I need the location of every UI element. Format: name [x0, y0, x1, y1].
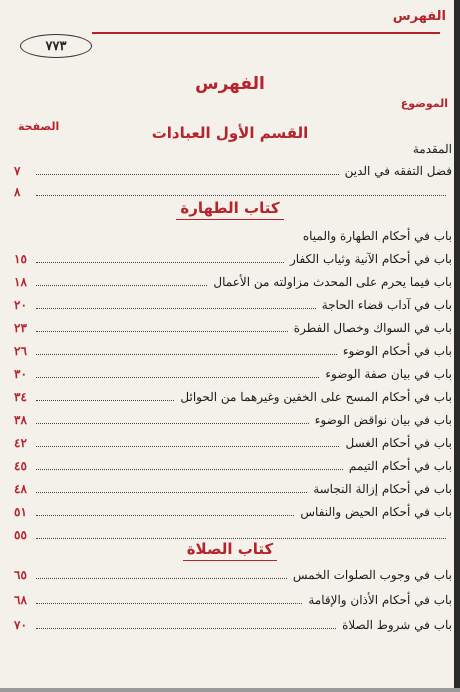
index-entry[interactable] [14, 225, 452, 245]
index-entry[interactable] [14, 138, 452, 158]
entry-page: ٢٣ [14, 321, 27, 335]
entry-page: ٥١ [14, 505, 27, 519]
entry-title: باب في بيان نواقض الوضوء [314, 413, 452, 427]
entry-page: ١٥ [14, 252, 27, 266]
entry-title: باب في وجوب الصلوات الخمس [292, 568, 452, 582]
entry-page: ٤٥ [14, 459, 27, 473]
entry-title: باب في أحكام الآنية وثياب الكفار [290, 252, 452, 266]
entry-title: باب في شروط الصلاة [342, 618, 452, 632]
entry-leader [36, 262, 284, 263]
entry-leader [36, 195, 446, 196]
index-entry[interactable] [14, 501, 452, 521]
section-heading-prayer-label: كتاب الصلاة [183, 540, 278, 561]
page-edge-right [454, 0, 460, 692]
entry-leader [36, 515, 294, 516]
entry-title: باب في أحكام التيمم [348, 459, 452, 473]
entry-title: باب في أحكام الطهارة والمياه [302, 229, 452, 243]
entry-page: ٤٢ [14, 436, 27, 450]
index-entry[interactable] [14, 181, 452, 201]
index-entry[interactable] [14, 363, 452, 383]
entry-leader [36, 578, 287, 579]
entry-leader [36, 446, 339, 447]
entry-title: المقدمة [412, 142, 452, 156]
index-entry[interactable] [14, 455, 452, 475]
entry-leader [36, 492, 307, 493]
entry-page: ٥٥ [14, 528, 27, 542]
entry-page: ٣٨ [14, 413, 27, 427]
section-heading-worship: القسم الأول العبادات [151, 124, 309, 142]
entry-title: باب في آداب قضاء الحاجة [321, 298, 452, 312]
index-title: الفهرس [195, 74, 265, 94]
entry-page: ١٨ [14, 275, 27, 289]
entry-title: باب في أحكام المسح على الخفين وغيرهما من الحوائل [180, 390, 452, 404]
entry-page: ٦٥ [14, 568, 27, 582]
index-entry[interactable] [14, 432, 452, 452]
index-entry[interactable] [14, 614, 452, 634]
index-entry[interactable] [14, 248, 452, 268]
entry-leader [36, 538, 446, 539]
entry-title: باب في أحكام الوضوء [342, 344, 452, 358]
entry-title: باب في أحكام إزالة النجاسة [313, 482, 452, 496]
header-rule [92, 32, 440, 34]
entry-page: ٣٤ [14, 390, 27, 404]
index-entry[interactable] [14, 564, 452, 584]
entry-title: فضل التفقه في الدين [344, 164, 452, 178]
entry-leader [36, 174, 339, 175]
entry-leader [36, 603, 302, 604]
entry-leader [36, 377, 319, 378]
index-entry[interactable] [14, 524, 452, 544]
index-entry[interactable] [14, 317, 452, 337]
section-heading-purification-label: كتاب الطهارة [176, 199, 283, 220]
entry-leader [36, 628, 336, 629]
entry-leader [36, 423, 309, 424]
page-number: ٧٧٣ [20, 34, 92, 58]
section-heading-purification [0, 199, 460, 217]
entry-title: باب في أحكام الغسل [345, 436, 452, 450]
entry-page: ٢٦ [14, 344, 27, 358]
index-entry[interactable] [14, 340, 452, 360]
column-heading-topic: الموضوع [400, 97, 448, 110]
page-edge-bottom [0, 688, 460, 692]
index-entry[interactable] [14, 271, 452, 291]
entry-leader [36, 400, 174, 401]
entry-title: باب في السواك وخصال الفطرة [293, 321, 452, 335]
entry-page: ٣٠ [14, 367, 27, 381]
entry-title: باب فيما يحرم على المحدث مزاولته من الأعمال [213, 275, 452, 289]
entry-page: ٦٨ [14, 593, 27, 607]
entry-leader [36, 354, 337, 355]
column-heading-page: الصفحة [18, 120, 60, 133]
index-entry[interactable] [14, 409, 452, 429]
index-entry[interactable] [14, 478, 452, 498]
entry-page: ٧ [14, 164, 21, 178]
entry-leader [36, 331, 288, 332]
entry-page: ٢٠ [14, 298, 27, 312]
entry-leader [36, 285, 207, 286]
entry-title: باب في أحكام الحيض والنفاس [300, 505, 452, 519]
entry-leader [36, 308, 316, 309]
entry-title: باب في أحكام الأذان والإقامة [308, 593, 452, 607]
entry-page: ٨ [14, 185, 21, 199]
index-entry[interactable] [14, 386, 452, 406]
entry-title: باب في بيان صفة الوضوء [325, 367, 452, 381]
running-head: الفهرس [392, 9, 446, 24]
index-entry[interactable] [14, 160, 452, 180]
index-entry[interactable] [14, 589, 452, 609]
entry-page: ٧٠ [14, 618, 27, 632]
entry-page: ٤٨ [14, 482, 27, 496]
index-entry[interactable] [14, 294, 452, 314]
entry-leader [36, 469, 343, 470]
